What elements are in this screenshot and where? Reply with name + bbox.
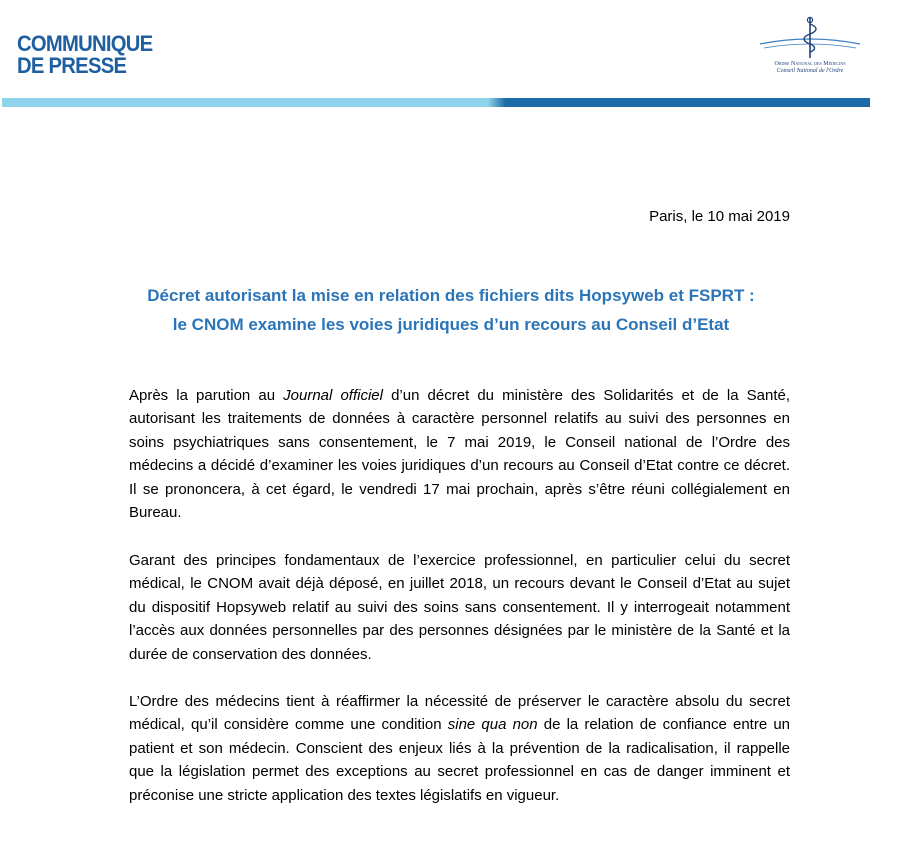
press-release-headline (100, 281, 802, 339)
para-3-text-start: L’Ordre des médecins tient à réaffirmer la nécessité de préserver le caractère absolu du secret médical, qu’il considère comme une condition (129, 693, 790, 734)
headline-line1: Décret autorisant la mise en relation des fichiers dits Hopsyweb et FSPRT : (147, 286, 755, 305)
para-3-latin-phrase: sine qua non (447, 716, 538, 734)
header-color-band (2, 98, 870, 107)
headline-line2: le CNOM examine les voies juridiques d’un recours au Conseil d’Etat (172, 315, 730, 334)
para-1-journal-title: Journal officiel (283, 387, 383, 404)
document-header-title (17, 33, 152, 77)
ordre-medecins-logo (758, 14, 862, 84)
para-1-text-start: Après la parution au (129, 387, 284, 404)
caduceus-icon (758, 14, 862, 60)
para-3-text-end: de la relation de confiance entre un patient et son médecin. Conscient des enjeux liés à la prévention de la radicalisation, il rappelle que la législation permet des exceptions au secret professionnel en cas de danger imminent et préconise une stricte application des textes législatifs en vigueur. (129, 716, 790, 804)
logo-text-line1: Ordre National des Médecins (774, 61, 846, 67)
body-paragraph-2: Garant des principes fondamentaux de l’exercice professionnel, en particulier celui du secret médical, le CNOM avait déjà déposé, en juillet 2018, un recours devant le Conseil d’Etat au sujet du dispositif Hopsyweb relatif au suivi des soins sans consentement. Il y interrogeait notamment l’accès aux données personnelles par des personnes désignées par le ministère de la Santé et la durée de conservation des données. (129, 552, 790, 663)
date-line: Paris, le 10 mai 2019 (649, 208, 790, 225)
header-title-line1: COMMUNIQUE (17, 31, 153, 56)
header-title-line2: DE PRESSE (17, 53, 127, 78)
para-1-text-end: d’un décret du ministère des Solidarités et de la Santé, autorisant les traitements de données à caractère personnel relatifs au suivi des personnes en soins psychiatriques sans consentement, le 7 mai 2019, le Conseil national de l’Ordre des médecins a décidé d’examiner les voies juridiques d’un recours au Conseil d’Etat contre ce décret. Il se prononcera, à cet égard, le vendredi 17 mai prochain, après s’être réuni collégialement en Bureau. (129, 387, 791, 522)
body-paragraph-1 (129, 384, 790, 524)
logo-text-line2: Conseil National de l'Ordre (776, 68, 844, 74)
body-paragraph-3 (129, 690, 790, 807)
